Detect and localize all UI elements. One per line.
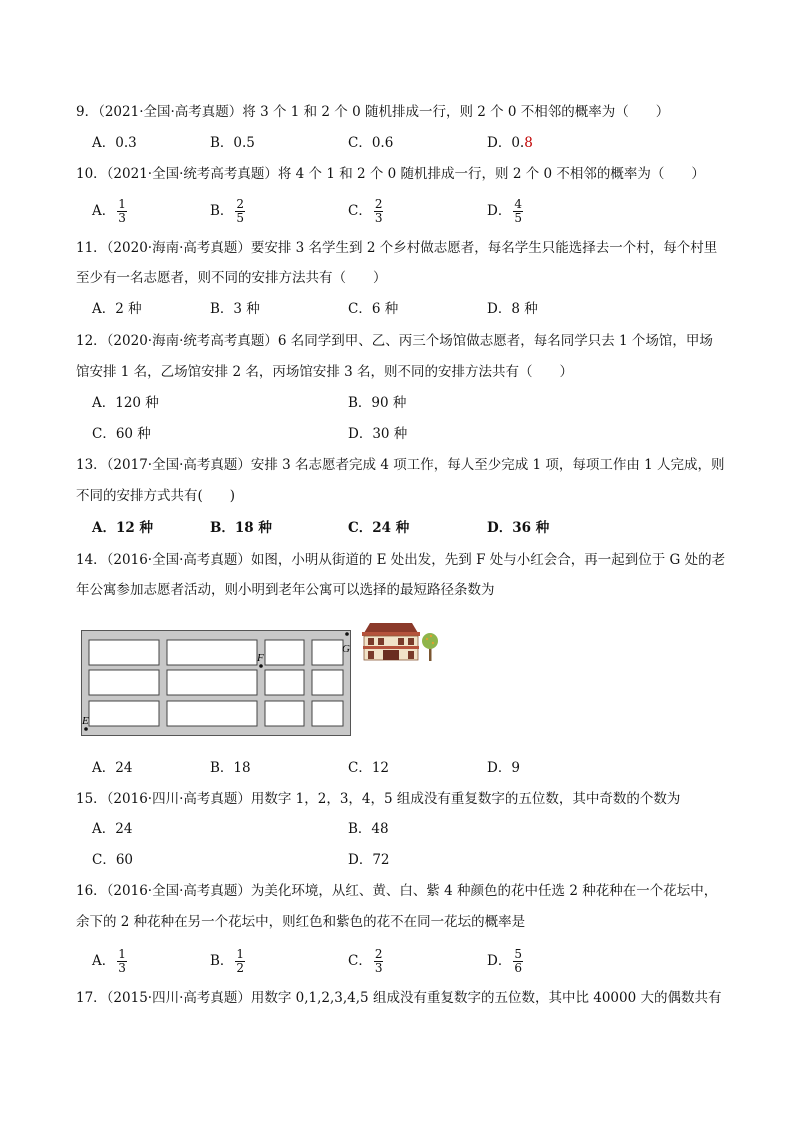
q11-option-d: D．8 种 [487, 301, 538, 317]
q14-option-c: C．12 [348, 760, 390, 776]
block [312, 701, 343, 726]
q15-option-c: C．60 [92, 852, 134, 868]
block [312, 640, 343, 665]
block [167, 640, 257, 665]
q16-option-a: A． $\frac{1}{3}$ [92, 947, 126, 975]
q10-option-a: A． $\frac{1}{3}$ [92, 197, 126, 225]
window [368, 651, 374, 659]
question-13-line-1: 13．（2017·全国·高考真题）安排 3 名志愿者完成 4 项工作，每人至少完成 1 项，每项工作由 1 人完成，则 [76, 457, 725, 473]
question-16-line-2: 余下的 2 种花种在另一个花坛中，则红色和紫色的花不在同一花坛的概率是 [76, 914, 526, 930]
q9-option-d-highlight: 8 [524, 135, 533, 151]
fraction: $\frac{4}{5}$ [514, 197, 522, 225]
q16-option-d: D． $\frac{5}{6}$ [487, 947, 522, 975]
q9-option-d: D．0.8 [487, 135, 533, 151]
fraction: $\frac{5}{6}$ [514, 947, 522, 975]
q11-option-a: A．2 种 [92, 301, 142, 317]
question-12-line-2: 馆安排 1 名，乙场馆安排 2 名，丙场馆安排 3 名，则不同的安排方法共有（ ） [76, 364, 574, 380]
question-12-line-1: 12．（2020·海南·统考高考真题）6 名同学到甲、乙、丙三个场馆做志愿者，每名同学只去 1 个场馆，甲场 [76, 333, 713, 349]
tree-fruit [432, 642, 434, 644]
question-11-line-1: 11．（2020·海南·高考真题）要安排 3 名学生到 2 个乡村做志愿者，每名学生只能选择去一个村，每个村里 [76, 240, 718, 256]
window [378, 638, 384, 645]
q13-option-c: C．24 种 [348, 520, 410, 536]
block [312, 670, 343, 695]
q13-option-a: A．12 种 [92, 520, 153, 536]
q11-option-b: B．3 种 [210, 301, 260, 317]
q15-option-d: D．72 [348, 852, 390, 868]
block [167, 670, 257, 695]
q9-option-a: A．0.3 [92, 135, 137, 151]
q13-option-b: B．18 种 [210, 520, 272, 536]
window [408, 638, 414, 645]
block [89, 670, 159, 695]
question-10: 10．（2021·全国·统考高考真题）将 4 个 1 和 2 个 0 随机排成一行，则 2 个 0 不相邻的概率为（ ） [76, 166, 705, 182]
q14-option-a: A．24 [92, 760, 133, 776]
point-e [84, 727, 88, 731]
q10-option-d: D． $\frac{4}{5}$ [487, 197, 522, 225]
block [265, 640, 304, 665]
q10-option-c: C． $\frac{2}{3}$ [348, 197, 383, 225]
label-e: E [82, 715, 89, 727]
wall-band [363, 646, 419, 649]
q15-option-a: A．24 [92, 821, 133, 837]
senior-apartment-icon [360, 619, 442, 663]
q9-option-b: B．0.5 [210, 135, 255, 151]
tree-fruit [426, 638, 428, 640]
block [89, 640, 159, 665]
question-14-line-1: 14．（2016·全国·高考真题）如图，小明从街道的 E 处出发，先到 F 处与小红会合，再一起到位于 G 处的老 [76, 552, 726, 568]
q16-option-c: C． $\frac{2}{3}$ [348, 947, 383, 975]
q11-option-c: C．6 种 [348, 301, 399, 317]
block [167, 701, 257, 726]
window [368, 638, 374, 645]
q12-option-d: D．30 种 [348, 426, 408, 442]
window [398, 638, 404, 645]
q9-option-c: C．0.6 [348, 135, 394, 151]
roof-edge [362, 632, 420, 636]
block [265, 670, 304, 695]
tree-trunk [429, 647, 432, 661]
question-16-line-1: 16．（2016·全国·高考真题）为美化环境，从红、黄、白、紫 4 种颜色的花中任选 2 种花种在一个花坛中， [76, 883, 718, 899]
question-17: 17．（2015·四川·高考真题）用数字 0,1,2,3,4,5 组成没有重复数字的五位数，其中比 40000 大的偶数共有 [76, 990, 722, 1006]
door [383, 650, 399, 660]
fraction: $\frac{2}{3}$ [374, 947, 383, 975]
fraction: $\frac{1}{3}$ [118, 197, 126, 225]
q14-option-d: D．9 [487, 760, 520, 776]
question-11-line-2: 至少有一名志愿者，则不同的安排方法共有（ ） [76, 270, 387, 286]
q13-option-d: D．36 种 [487, 520, 550, 536]
fraction: $\frac{1}{2}$ [236, 947, 245, 975]
fraction: $\frac{1}{3}$ [118, 947, 126, 975]
fraction: $\frac{2}{5}$ [236, 197, 245, 225]
q14-option-b: B．18 [210, 760, 251, 776]
window [408, 651, 414, 659]
point-f [259, 664, 263, 668]
block [89, 701, 159, 726]
q10-option-b: B． $\frac{2}{5}$ [210, 197, 245, 225]
label-g: G [342, 643, 350, 655]
point-g [345, 632, 349, 636]
q15-option-b: B．48 [348, 821, 389, 837]
question-15: 15．（2016·四川·高考真题）用数字 1，2，3，4，5 组成没有重复数字的五位数，其中奇数的个数为 [76, 791, 681, 807]
tree-fruit [430, 635, 432, 637]
q12-option-a: A．120 种 [92, 395, 159, 411]
q12-option-b: B．90 种 [348, 395, 407, 411]
q16-option-b: B． $\frac{1}{2}$ [210, 947, 245, 975]
roof [364, 623, 418, 633]
street-map-figure [81, 630, 351, 736]
question-14-line-2: 年公寓参加志愿者活动，则小明到老年公寓可以选择的最短路径条数为 [76, 582, 495, 598]
block [265, 701, 304, 726]
label-f: F [257, 652, 264, 664]
q12-option-c: C．60 种 [92, 426, 151, 442]
fraction: $\frac{2}{3}$ [374, 197, 383, 225]
question-9: 9．（2021·全国·高考真题）将 3 个 1 和 2 个 0 随机排成一行，则 2 个 0 不相邻的概率为（ ） [76, 104, 670, 120]
question-13-line-2: 不同的安排方式共有( ) [76, 488, 236, 504]
